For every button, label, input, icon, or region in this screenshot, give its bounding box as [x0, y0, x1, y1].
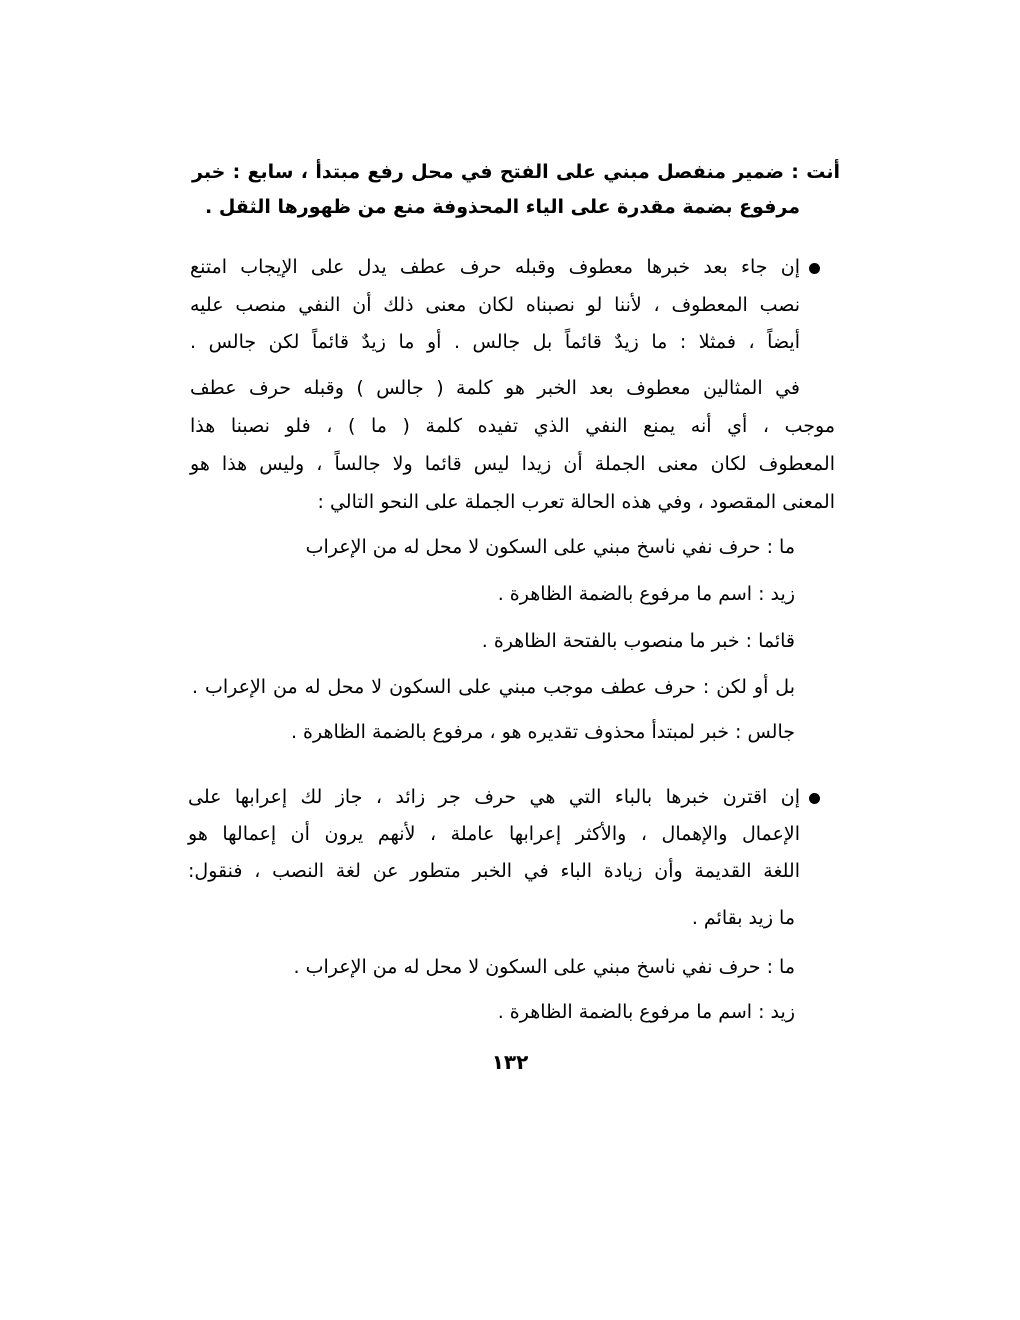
example-sentence: ما زيد بقائم .	[691, 907, 795, 929]
text-line: في المثالين معطوف بعد الخبر هو كلمة ( جالس ) وقبله حرف عطف	[190, 377, 800, 399]
parsing-line: بل أو لكن : حرف عطف موجب مبني على السكون لا محل له من الإعراب .	[192, 676, 795, 698]
text-line: الإعمال والإهمال ، والأكثر إعرابها عاملة ، لأنهم يرون أن إعمالها هو	[188, 823, 800, 845]
text-line: أيضاً ، فمثلا : ما زيدٌ قائماً بل جالس . أو ما زيدٌ قائماً لكن جالس .	[190, 331, 800, 353]
text-line: اللغة القديمة وأن زيادة الباء في الخبر متطور عن لغة النصب ، فنقول:	[188, 860, 800, 882]
text-line: مرفوع بضمة مقدرة على الياء المحذوفة منع من ظهورها الثقل .	[205, 196, 800, 218]
text-line: المعطوف لكان معنى الجملة أن زيدا ليس قائما ولا جالساً ، وليس هذا هو	[190, 453, 835, 475]
text-line: نصب المعطوف ، لأننا لو نصبناه لكان معنى ذلك أن النفي منصب عليه	[190, 294, 800, 316]
text-line: إن اقترن خبرها بالباء التي هي حرف جر زائد ، جاز لك إعرابها على	[188, 786, 800, 808]
parsing-line: جالس : خبر لمبتدأ محذوف تقديره هو ، مرفوع بالضمة الظاهرة .	[290, 721, 795, 743]
parsing-line: قائما : خبر ما منصوب بالفتحة الظاهرة .	[481, 630, 795, 652]
bullet-icon	[809, 793, 820, 804]
text-line: المعنى المقصود ، وفي هذه الحالة تعرب الجملة على النحو التالي :	[317, 491, 835, 513]
parsing-line: ما : حرف نفي ناسخ مبني على السكون لا محل له من الإعراب .	[293, 956, 795, 978]
bullet-icon	[809, 263, 820, 274]
text-line: إن جاء بعد خبرها معطوف وقبله حرف عطف يدل على الإيجاب امتنع	[190, 256, 800, 278]
page-number: ١٣٢	[491, 1050, 529, 1074]
text-line: موجب ، أي أنه يمنع النفي الذي تفيده كلمة ( ما ) ، فلو نصبنا هذا	[190, 415, 835, 437]
parsing-line: زيد : اسم ما مرفوع بالضمة الظاهرة .	[497, 583, 795, 605]
parsing-line: ما : حرف نفي ناسخ مبني على السكون لا محل له من الإعراب	[305, 536, 795, 558]
parsing-line: زيد : اسم ما مرفوع بالضمة الظاهرة .	[497, 1001, 795, 1023]
text-line: أنت : ضمير منفصل مبني على الفتح في محل رفع مبتدأ ، سابع : خبر	[192, 161, 840, 183]
